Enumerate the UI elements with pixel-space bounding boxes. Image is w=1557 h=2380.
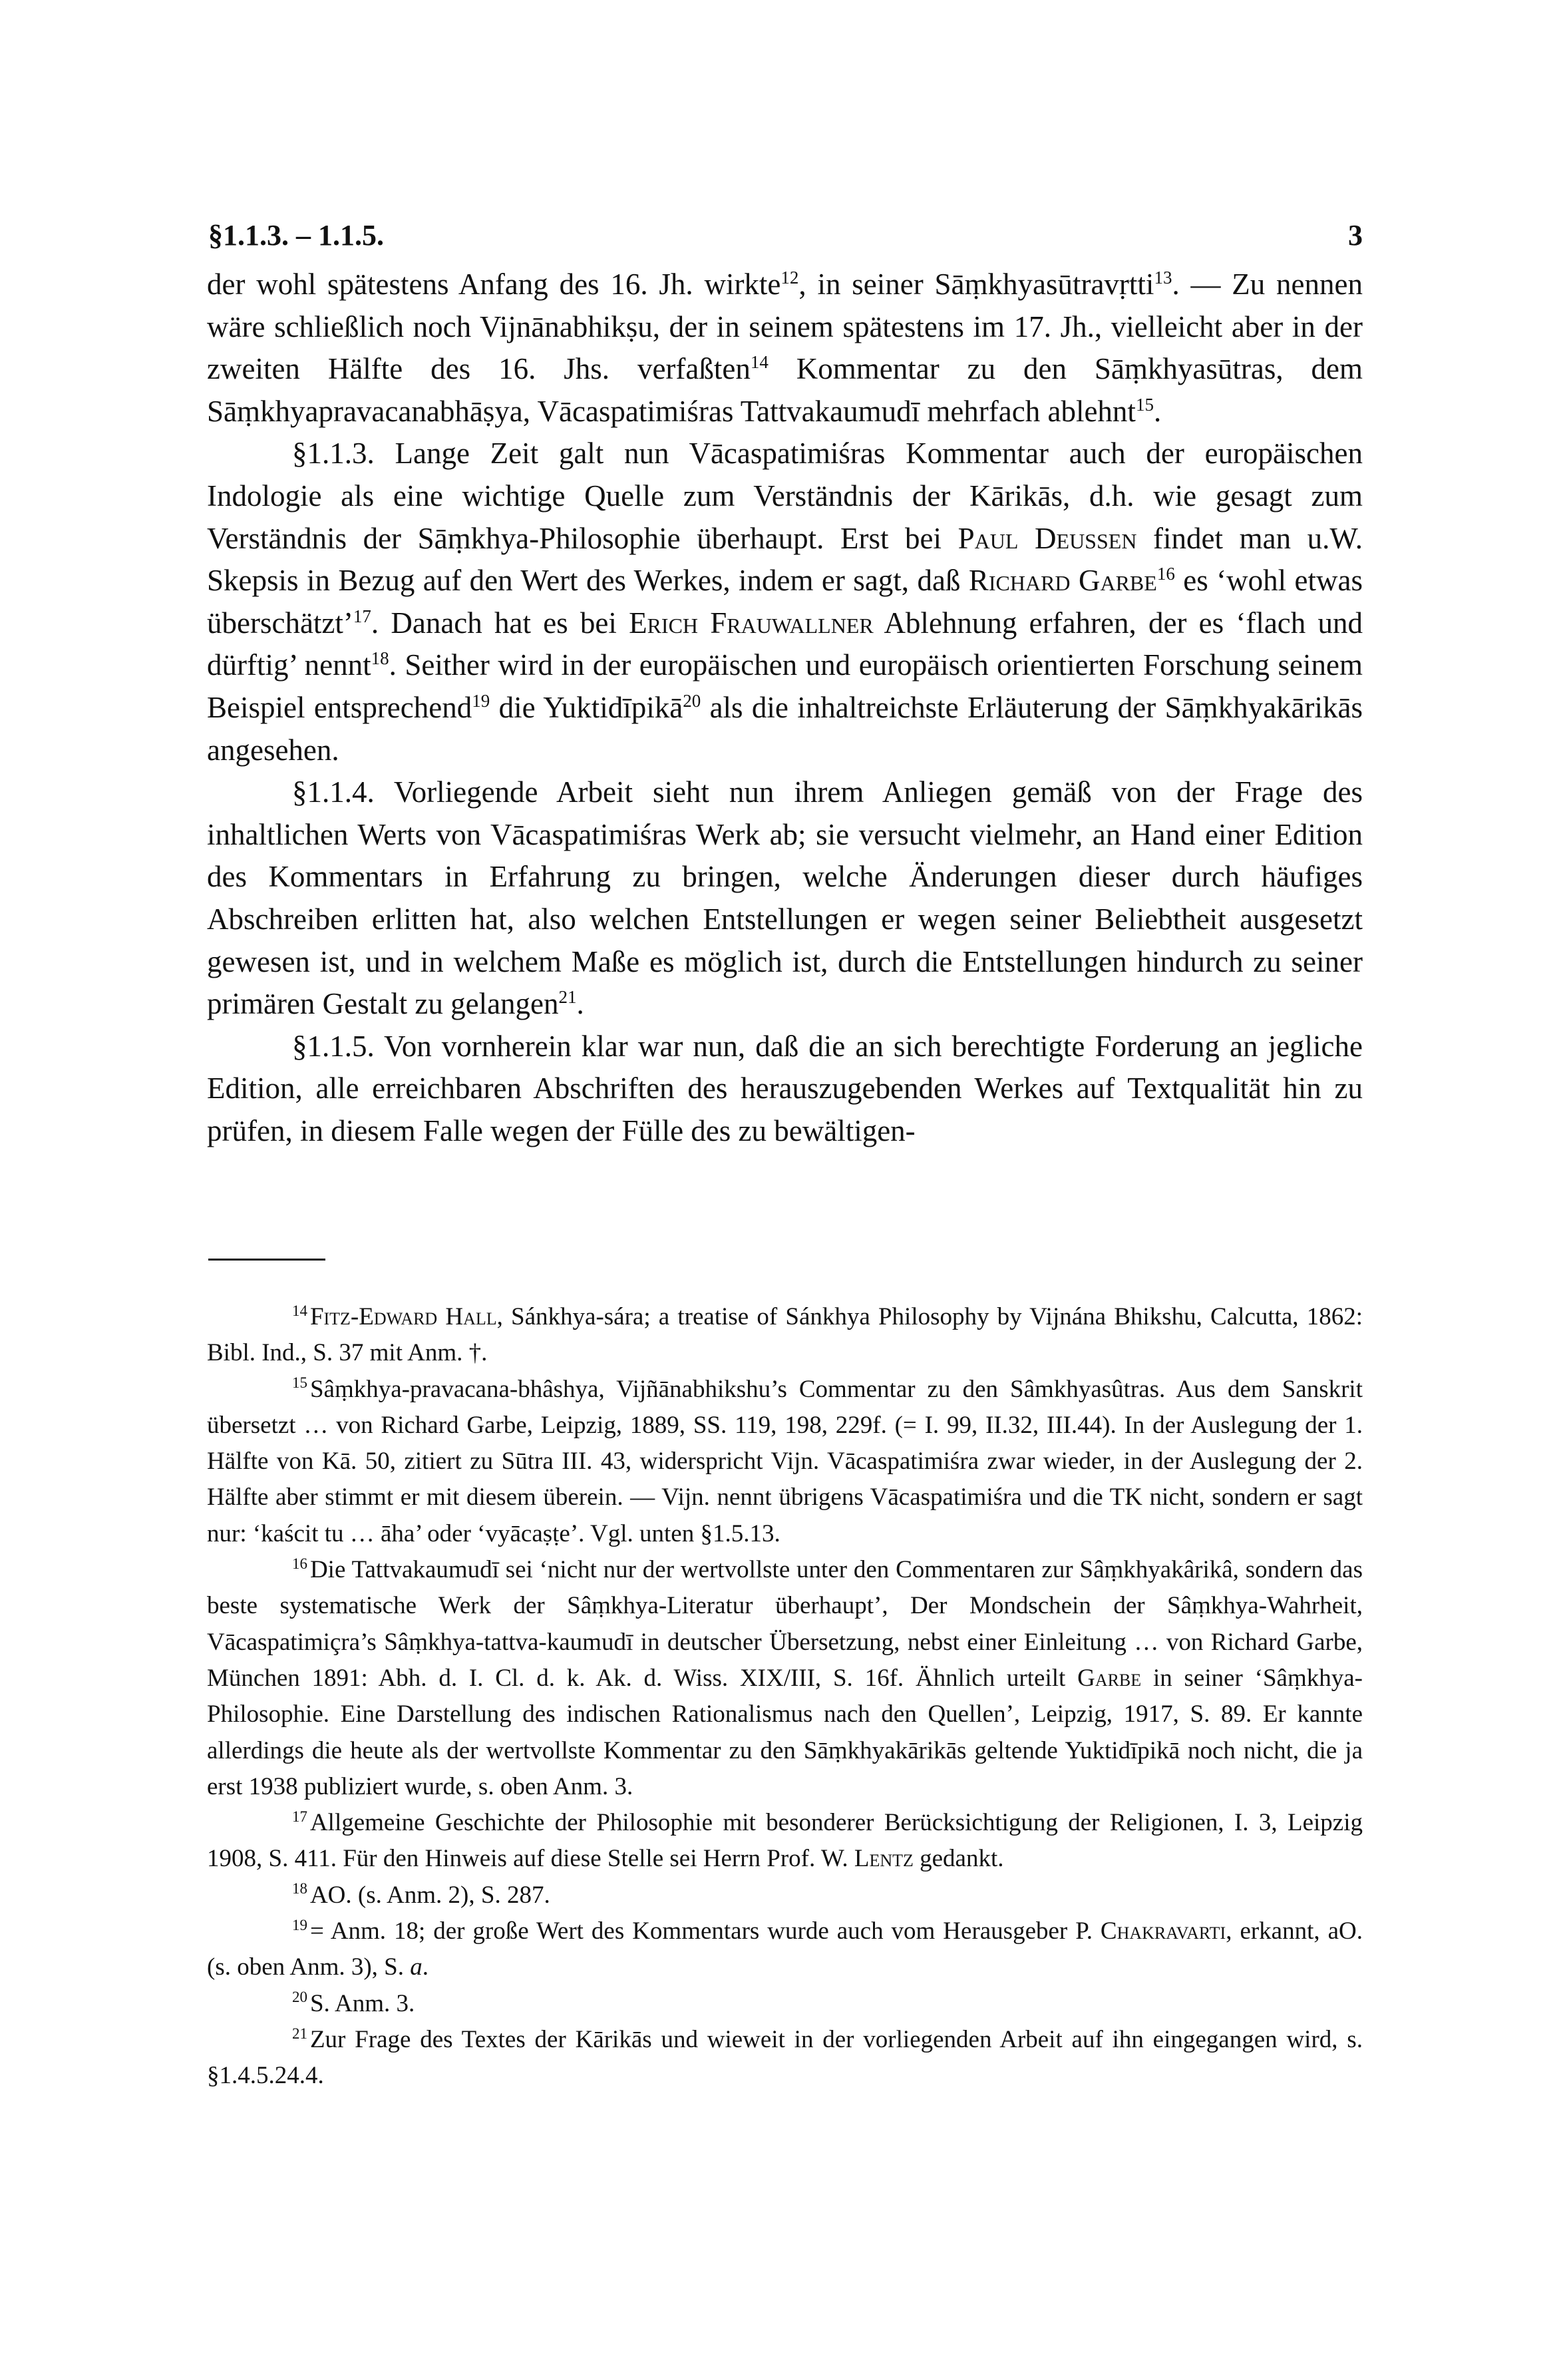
paragraph	[207, 264, 1363, 433]
text-run: §1.1.5. Von vornherein klar war nun, daß die an sich berechtigte Forderung an jegliche Edition, alle erreichbaren Abschriften des herauszugebenden Werkes auf Textqualität hin zu prüfen, in diesem Falle wegen der Fülle des zu bewältigen-	[207, 1029, 1363, 1147]
text-run: als die inhaltreichste Erläuterung der Sāṃkhyakārikās angesehen.	[207, 690, 1363, 767]
section-range: §1.1.3. – 1.1.5.	[208, 219, 384, 252]
footnote	[207, 1913, 1363, 1986]
footnote-number: 16	[292, 1555, 307, 1572]
paragraph	[207, 771, 1363, 1026]
note-reference: 21	[558, 987, 577, 1008]
footnote	[207, 1299, 1363, 1372]
footnotes	[207, 1299, 1363, 2094]
footnote	[207, 1986, 1363, 2022]
footnote	[207, 1372, 1363, 1552]
footnote	[207, 2022, 1363, 2094]
author-name: Lentz	[854, 1845, 914, 1873]
note-reference: 20	[683, 690, 701, 711]
text-run: , erkannt, aO. (s. oben Anm. 3), S.	[207, 1917, 1363, 1981]
text-run: Sâṃkhya-pravacana-bhâshya, Vijñānabhikshu’s Commentar zu den Sâmkhyasûtras. Aus dem Sanskrit übersetzt … von Richard Garbe, Leipzig, 1889, SS. 119, 198, 229f. (= I. 99, II.32, III.44). In der Auslegung der 1. Hälfte von Kā. 50, zitiert zu Sūtra III. 43, widerspricht Vijn. Vācaspatimiśra zwar wieder, in der Auslegung der 2. Hälfte aber stimmt er mit diesem überein. — Vijn. nennt übrigens Vācaspatimiśra und die TK nicht, sondern er sagt nur: ‘kaścit tu … āha’ oder ‘vyācaṣṭe’. Vgl. unten §1.5.13.	[207, 1375, 1363, 1547]
text-run: Ablehnung erfahren, der es ‘flach und dürftig’ nennt	[207, 606, 1363, 682]
footnote	[207, 1552, 1363, 1805]
text-run: Allgemeine Geschichte der Philosophie mit besonderer Berücksichtigung der Religionen, I. 3, Leipzig 1908, S. 411. Für den Hinweis auf diese Stelle sei Herrn Prof. W.	[207, 1809, 1363, 1873]
text-run: .	[422, 1953, 429, 1981]
text-run: §1.1.4. Vorliegende Arbeit sieht nun ihrem Anliegen gemäß von der Frage des inhaltlichen Werts von Vācaspatimiśras Werk ab; sie versucht vielmehr, an Hand einer Edition des Kommentars in Erfahrung zu bringen, welche Änderungen dieser durch häufiges Abschreiben erlitten hat, also welchen Entstellungen er wegen seiner Beliebtheit ausgesetzt gewesen ist, und in welchem Maße es möglich ist, durch die Entstellungen hindurch zu seiner primären Gestalt zu gelangen	[207, 775, 1363, 1021]
text-run: S. Anm. 3.	[309, 1989, 415, 2017]
note-reference: 19	[472, 690, 490, 711]
text-run: Kommentar zu den Sāṃkhyasūtras, dem Sāṃkhyapravacanabhāṣya, Vācaspatimiśras Tattvakaumudī mehrfach ablehnt	[207, 352, 1363, 428]
footnote-number: 21	[292, 2025, 307, 2042]
note-reference: 18	[371, 648, 389, 669]
text-run: AO. (s. Anm. 2), S. 287.	[309, 1881, 550, 1909]
text-run: §1.1.3. Lange Zeit galt nun Vācaspatimiśras Kommentar auch der europäischen Indologie als eine wichtige Quelle zum Verständnis der Kārikās, d.h. wie gesagt zum Verständnis der Sāṃkhya-Philosophie überhaupt. Erst bei	[207, 437, 1363, 555]
text-run: . Danach hat es bei	[371, 606, 629, 640]
footnote-number: 19	[292, 1916, 307, 1933]
note-reference: 13	[1154, 268, 1172, 288]
text-run: = Anm. 18; der große Wert des Kommentars wurde auch vom Herausgeber P.	[309, 1917, 1101, 1945]
note-reference: 17	[353, 606, 371, 626]
footnote-number: 17	[292, 1808, 307, 1825]
page-number: 3	[1348, 219, 1363, 252]
footnote-number: 15	[292, 1374, 307, 1392]
main-text	[207, 264, 1363, 1152]
text-run: Zur Frage des Textes der Kārikās und wieweit in der vorliegenden Arbeit auf ihn eingegangen wird, s. §1.4.5.24.4.	[207, 2025, 1363, 2090]
text-run: Die Tattvakaumudī sei ‘nicht nur der wertvollste unter den Commentaren zur Sâṃkhyakârikâ, sondern das beste systematische Werk der Sâṃkhya-Literatur überhaupt’, Der Mondschein der Sâṃkhya-Wahrheit, Vācaspatimiçra’s Sâṃkhya-tattva-kaumudī in deutscher Übersetzung, nebst einer Einleitung … von Richard Garbe, München 1891: Abh. d. I. Cl. d. k. Ak. d. Wiss. XIX/III, S. 16f. Ähnlich urteilt	[207, 1556, 1363, 1692]
author-name: Erich Frauwallner	[629, 606, 874, 640]
note-reference: 15	[1135, 394, 1154, 415]
paragraph	[207, 1026, 1363, 1153]
text-run: . — Zu nennen wäre schließlich noch Vijnānabhikṣu, der in seinem spätestens im 17. Jh., vielleicht aber in der zweiten Hälfte des 16. Jhs. verfaßten	[207, 268, 1363, 386]
text-run: .	[1153, 394, 1162, 428]
author-name: Fitz-Edward Hall	[309, 1303, 497, 1330]
text-run: findet man u.W. Skepsis in Bezug auf den Wert des Werkes, indem er sagt, daß	[207, 521, 1363, 598]
italic-text: a	[410, 1953, 423, 1981]
footnote-number: 14	[292, 1302, 307, 1319]
text-run: gedankt.	[913, 1845, 1004, 1873]
note-reference: 12	[780, 268, 799, 288]
text-run: in seiner ‘Sâṃkhya-Philosophie. Eine Darstellung des indischen Rationalismus nach den Quellen’, Leipzig, 1917, S. 89. Er kannte allerdings die heute als der wertvollste Kommentar zu den Sāṃkhyakārikās geltende Yuktidīpikā noch nicht, die ja erst 1938 publiziert wurde, s. oben Anm. 3.	[207, 1664, 1363, 1800]
running-head	[208, 218, 1363, 252]
author-name: Paul Deussen	[957, 521, 1137, 555]
text-run: der wohl spätestens Anfang des 16. Jh. wirkte	[207, 268, 781, 301]
note-reference: 16	[1156, 564, 1175, 584]
text-run: , Sánkhya-sára; a treatise of Sánkhya Philosophy by Vijnána Bhikshu, Calcutta, 1862: Bibl. Ind., S. 37 mit Anm. †.	[207, 1303, 1363, 1367]
author-name: Chakravarti	[1100, 1917, 1226, 1945]
footnote	[207, 1878, 1363, 1913]
footnote-divider	[208, 1259, 325, 1261]
paragraph	[207, 433, 1363, 771]
footnote-number: 18	[292, 1880, 307, 1897]
footnote-number: 20	[292, 1989, 307, 2006]
note-reference: 14	[750, 352, 769, 373]
text-run: .	[576, 987, 584, 1021]
author-name: Richard Garbe	[968, 564, 1157, 598]
text-run: es ‘wohl etwas überschätzt’	[207, 564, 1363, 640]
author-name: Garbe	[1077, 1664, 1142, 1692]
text-run: . Seither wird in der europäischen und europäisch orientierten Forschung seinem Beispiel entsprechend	[207, 648, 1363, 724]
footnote	[207, 1805, 1363, 1878]
text-run: , in seiner Sāṃkhyasūtravṛtti	[798, 268, 1154, 301]
text-run: die Yuktidīpikā	[490, 690, 683, 724]
